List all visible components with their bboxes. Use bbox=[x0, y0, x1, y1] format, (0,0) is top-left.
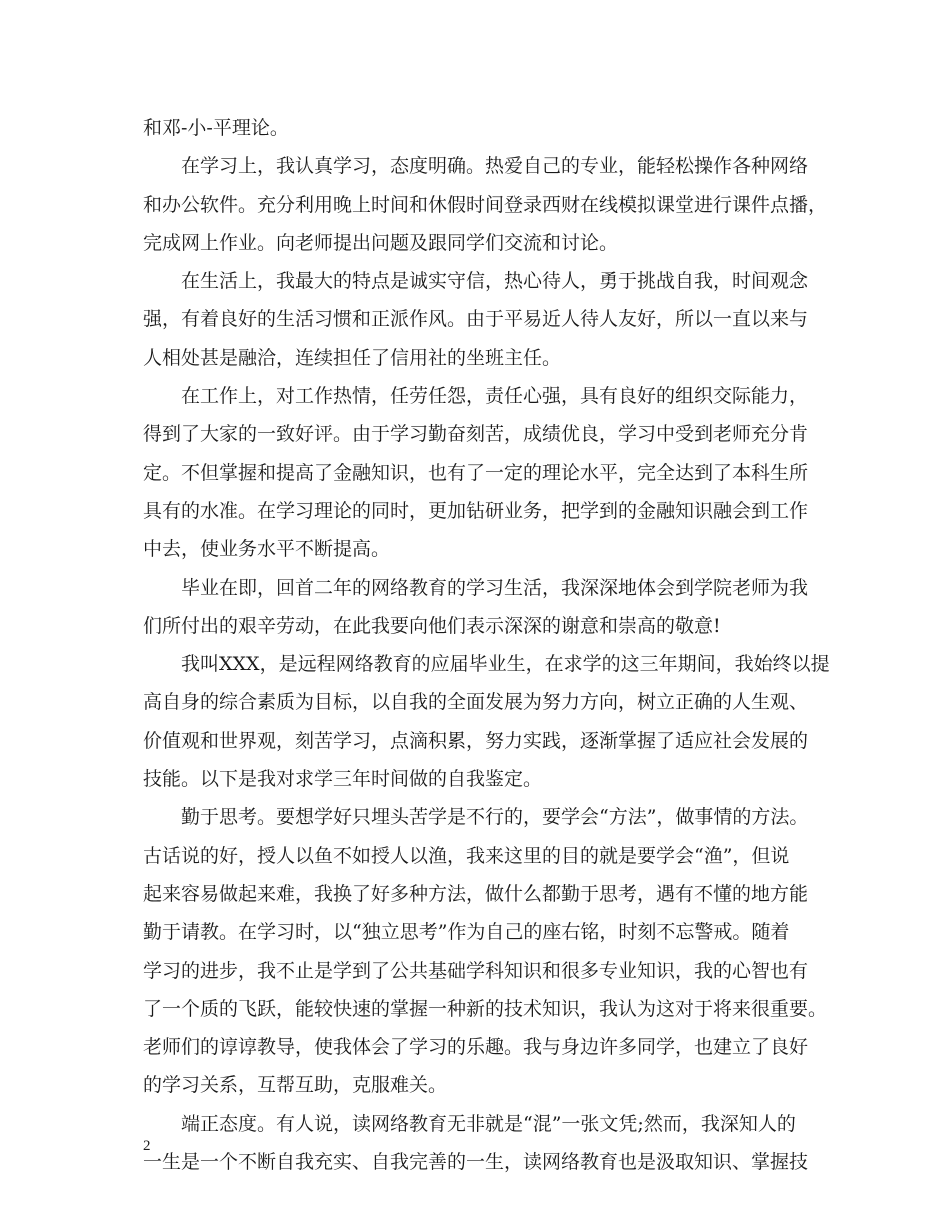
body-text bbox=[143, 109, 830, 1181]
text-line: 完成网上作业。向老师提出问题及跟同学们交流和讨论。 bbox=[143, 231, 619, 254]
text-line: 人相处甚是融洽，连续担任了信用社的坐班主任。 bbox=[143, 346, 562, 369]
text-line: 起来容易做起来难，我换了好多种方法，做什么都勤于思考，遇有不懂的地方能 bbox=[143, 882, 809, 905]
text-line: 端正态度。有人说，读网络教育无非就是“混”一张文凭;然而，我深知人的 bbox=[181, 1112, 796, 1135]
text-line: 的学习关系，互帮互助，克服难关。 bbox=[143, 1074, 448, 1097]
text-line: 在工作上，对工作热情，任劳任怨，责任心强，具有良好的组织交际能力， bbox=[181, 385, 809, 408]
text-line: 价值观和世界观，刻苦学习，点滴积累，努力实践，逐渐掌握了适应社会发展的 bbox=[143, 729, 809, 752]
text-line: 老师们的谆谆教导，使我体会了学习的乐趣。我与身边许多同学，也建立了良好 bbox=[143, 1036, 809, 1059]
text-line: 技能。以下是我对求学三年时间做的自我鉴定。 bbox=[143, 768, 543, 791]
text-line: 在学习上，我认真学习，态度明确。热爱自己的专业，能轻松操作各种网络 bbox=[181, 155, 809, 178]
text-line: 了一个质的飞跃，能较快速的掌握一种新的技术知识，我认为这对于将来很重要。 bbox=[143, 997, 828, 1020]
text-line: 中去，使业务水平不断提高。 bbox=[143, 538, 391, 561]
page-number: 2 bbox=[143, 1138, 151, 1154]
text-line: 学习的进步，我不止是学到了公共基础学科知识和很多专业知识，我的心智也有 bbox=[143, 959, 809, 982]
text-line: 毕业在即，回首二年的网络教育的学习生活，我深深地体会到学院老师为我 bbox=[181, 576, 809, 599]
text-line: 强，有着良好的生活习惯和正派作风。由于平易近人待人友好，所以一直以来与 bbox=[143, 308, 809, 331]
text-line: 具有的水准。在学习理论的同时，更加钻研业务，把学到的金融知识融会到工作 bbox=[143, 499, 809, 522]
text-line: 和邓-小-平理论。 bbox=[143, 117, 289, 139]
text-line: 高自身的综合素质为目标，以自我的全面发展为努力方向，树立正确的人生观、 bbox=[143, 691, 809, 714]
text-line: 定。不但掌握和提高了金融知识，也有了一定的理论水平，完全达到了本科生所 bbox=[143, 461, 809, 484]
text-line: 在生活上，我最大的特点是诚实守信，热心待人，勇于挑战自我，时间观念 bbox=[181, 270, 809, 293]
text-line: 我叫XXX，是远程网络教育的应届毕业生，在求学的这三年期间，我始终以提 bbox=[181, 653, 830, 676]
text-line: 和办公软件。充分利用晚上时间和休假时间登录西财在线模拟课堂进行课件点播， bbox=[143, 193, 828, 216]
text-line: 一生是一个不断自我充实、自我完善的一生，读网络教育也是汲取知识、掌握技 bbox=[143, 1151, 809, 1174]
text-line: 勤于思考。要想学好只埋头苦学是不行的，要学会“方法”，做事情的方法。 bbox=[181, 806, 809, 829]
text-line: 得到了大家的一致好评。由于学习勤奋刻苦，成绩优良，学习中受到老师充分肯 bbox=[143, 423, 809, 446]
text-line: 们所付出的艰辛劳动，在此我要向他们表示深深的谢意和崇高的敬意! bbox=[143, 614, 721, 637]
text-line: 勤于请教。在学习时，以“独立思考”作为自己的座右铭，时刻不忘警戒。随着 bbox=[143, 921, 790, 944]
text-line: 古话说的好，授人以鱼不如授人以渔，我来这里的目的就是要学会“渔”，但说 bbox=[143, 844, 790, 867]
